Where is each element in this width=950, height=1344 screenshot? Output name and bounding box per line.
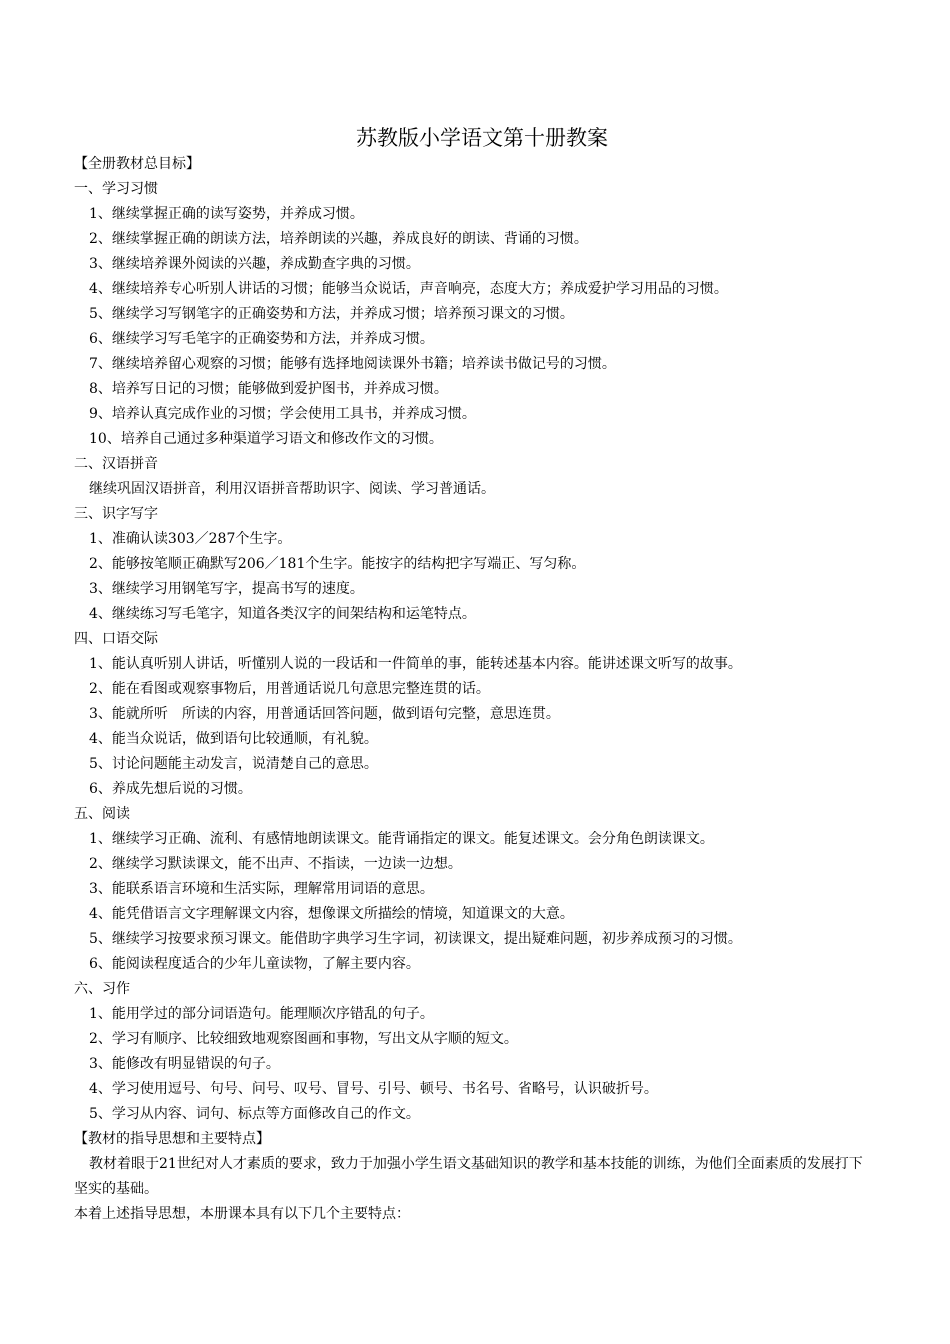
goal-item: 4、继续练习写毛笔字，知道各类汉字的间架结构和运笔特点。 (89, 606, 476, 622)
goal-item: 7、继续培养留心观察的习惯；能够有选择地阅读课外书籍；培养读书做记号的习惯。 (89, 356, 616, 372)
goal-item: 2、继续掌握正确的朗读方法，培养朗读的兴趣，养成良好的朗读、背诵的习惯。 (89, 231, 588, 247)
section-heading-guiding: 【教材的指导思想和主要特点】 (74, 1131, 270, 1147)
goal-item: 5、讨论问题能主动发言，说清楚自己的意思。 (89, 756, 378, 772)
goal-group-heading: 六、习作 (74, 981, 130, 997)
goal-item: 2、继续学习默读课文，能不出声、不指读，一边读一边想。 (89, 856, 462, 872)
goal-item: 6、继续学习写毛笔字的正确姿势和方法，并养成习惯。 (89, 331, 434, 347)
goal-item: 2、能在看图或观察事物后，用普通话说几句意思完整连贯的话。 (89, 681, 490, 697)
goal-item: 4、继续培养专心听别人讲话的习惯；能够当众说话，声音响亮，态度大方；养成爱护学习用品的习惯。 (89, 281, 728, 297)
goals-list (74, 177, 874, 1127)
goal-item: 10、培养自己通过多种渠道学习语文和修改作文的习惯。 (89, 431, 443, 447)
goal-item: 6、养成先想后说的习惯。 (89, 781, 252, 797)
guiding-paragraph: 教材着眼于21世纪对人才素质的要求，致力于加强小学生语文基础知识的教学和基本技能的训练，为他们全面素质的发展打下坚实的基础。 (74, 1156, 863, 1197)
goal-item: 5、继续学习写钢笔字的正确姿势和方法，并养成习惯；培养预习课文的习惯。 (89, 306, 574, 322)
goal-item: 1、能用学过的部分词语造句。能理顺次序错乱的句子。 (89, 1006, 434, 1022)
goal-item: 5、继续学习按要求预习课文。能借助字典学习生字词，初读课文，提出疑难问题，初步养成预习的习惯。 (89, 931, 742, 947)
goal-item: 1、继续掌握正确的读写姿势，并养成习惯。 (89, 206, 364, 222)
goal-item: 1、继续学习正确、流利、有感情地朗读课文。能背诵指定的课文。能复述课文。会分角色朗读课文。 (89, 831, 714, 847)
document-title: 苏教版小学语文第十册教案 (356, 126, 608, 150)
goal-item: 1、准确认读303／287个生字。 (89, 531, 292, 547)
goal-item: 4、能当众说话，做到语句比较通顺，有礼貌。 (89, 731, 378, 747)
goal-item: 3、能修改有明显错误的句子。 (89, 1056, 280, 1072)
goal-item: 3、能联系语言环境和生活实际，理解常用词语的意思。 (89, 881, 434, 897)
goal-item: 4、学习使用逗号、句号、问号、叹号、冒号、引号、顿号、书名号、省略号，认识破折号。 (89, 1081, 658, 1097)
goal-group-heading: 五、阅读 (74, 806, 130, 822)
goal-group-heading: 三、识字写字 (74, 506, 158, 522)
goal-item: 8、培养写日记的习惯；能够做到爱护图书，并养成习惯。 (89, 381, 448, 397)
goal-item: 6、能阅读程度适合的少年儿童读物，了解主要内容。 (89, 956, 420, 972)
goal-item: 3、继续培养课外阅读的兴趣，养成勤查字典的习惯。 (89, 256, 420, 272)
goal-item: 2、学习有顺序、比较细致地观察图画和事物，写出文从字顺的短文。 (89, 1031, 518, 1047)
goal-item: 4、能凭借语言文字理解课文内容，想像课文所描绘的情境，知道课文的大意。 (89, 906, 574, 922)
goal-item: 5、学习从内容、词句、标点等方面修改自己的作文。 (89, 1106, 420, 1122)
goal-group-heading: 一、学习习惯 (74, 181, 158, 197)
goal-item: 3、继续学习用钢笔写字，提高书写的速度。 (89, 581, 364, 597)
goal-group-heading: 二、汉语拼音 (74, 456, 158, 472)
goal-item: 继续巩固汉语拼音，利用汉语拼音帮助识字、阅读、学习普通话。 (89, 481, 495, 497)
goal-item: 9、培养认真完成作业的习惯；学会使用工具书，并养成习惯。 (89, 406, 476, 422)
document-page (74, 124, 874, 1227)
section-heading-goals: 【全册教材总目标】 (74, 156, 200, 172)
goal-item: 2、能够按笔顺正确默写206／181个生字。能按字的结构把字写端正、写匀称。 (89, 556, 586, 572)
closing-line: 本着上述指导思想，本册课本具有以下几个主要特点： (74, 1206, 410, 1222)
goal-item: 1、能认真听别人讲话，听懂别人说的一段话和一件简单的事，能转述基本内容。能讲述课文听写的故事。 (89, 656, 742, 672)
goal-item: 3、能就所听 所读的内容，用普通话回答问题，做到语句完整，意思连贯。 (89, 706, 560, 722)
goal-group-heading: 四、口语交际 (74, 631, 158, 647)
